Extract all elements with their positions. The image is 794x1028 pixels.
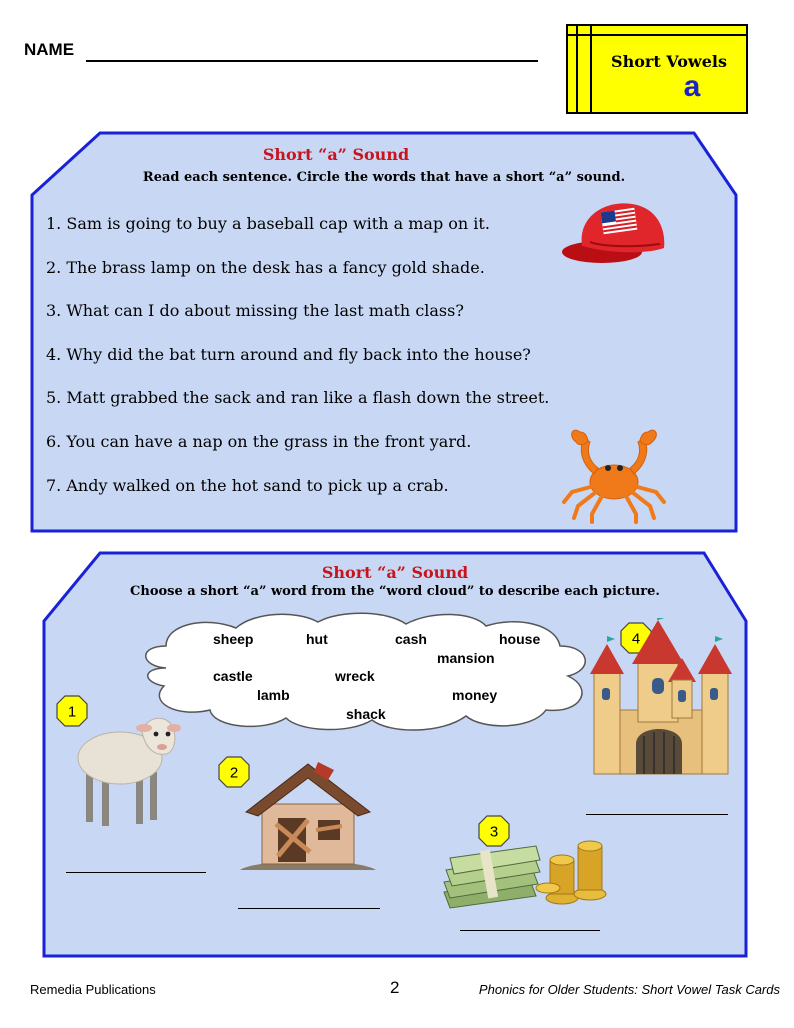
sentence-5[interactable]: 5. Matt grabbed the sack and ran like a flash down the street. [46,388,550,407]
sentence-1[interactable]: 1. Sam is going to buy a baseball cap with a map on it. [46,214,490,233]
answer-line-1[interactable] [66,872,206,873]
name-label: NAME [24,40,75,59]
number-label-4: 4 [631,630,641,648]
section2-instructions: Choose a short “a” word from the “word cloud” to describe each picture. [130,584,660,599]
sentence-4[interactable]: 4. Why did the bat turn around and fly back into the house? [46,345,531,364]
badge-title: Short Vowels [611,52,727,71]
cloud-word-hut: hut [306,631,328,647]
cloud-word-castle: castle [213,668,253,684]
shack-icon [238,758,378,872]
footer-publisher: Remedia Publications [30,982,156,997]
answer-line-3[interactable] [460,930,600,931]
section1-title: Short “a” Sound [262,145,410,164]
section1-instructions: Read each sentence. Circle the words that have a short “a” sound. [142,170,626,185]
footer-book-title: Phonics for Older Students: Short Vowel Task Cards [478,982,780,997]
castle-icon [582,618,736,778]
section2-title: Short “a” Sound [321,563,469,582]
cloud-word-house: house [499,631,541,647]
sentence-2[interactable]: 2. The brass lamp on the desk has a fancy gold shade. [46,258,485,277]
answer-line-4[interactable] [586,814,728,815]
footer-page-number: 2 [390,978,400,997]
badge-letter: a [683,70,701,103]
sentence-6[interactable]: 6. You can have a nap on the grass in the front yard. [46,432,472,451]
cloud-word-shack: shack [346,706,386,722]
cloud-word-lamb: lamb [257,687,290,703]
cloud-word-cash: cash [395,631,427,647]
cloud-word-mansion: mansion [437,650,495,666]
money-icon [440,836,610,910]
cloud-word-money: money [452,687,498,703]
cloud-word-sheep: sheep [213,631,254,647]
sentence-7[interactable]: 7. Andy walked on the hot sand to pick up a crab. [46,476,449,495]
number-label-3: 3 [489,823,499,841]
sentence-3[interactable]: 3. What can I do about missing the last math class? [46,301,464,320]
cloud-word-wreck: wreck [335,668,375,684]
number-label-1: 1 [67,703,77,721]
baseball-cap-icon [560,196,672,268]
lamb-icon [72,710,182,830]
answer-line-2[interactable] [238,908,380,909]
crab-icon [558,420,670,524]
number-label-2: 2 [229,764,239,782]
